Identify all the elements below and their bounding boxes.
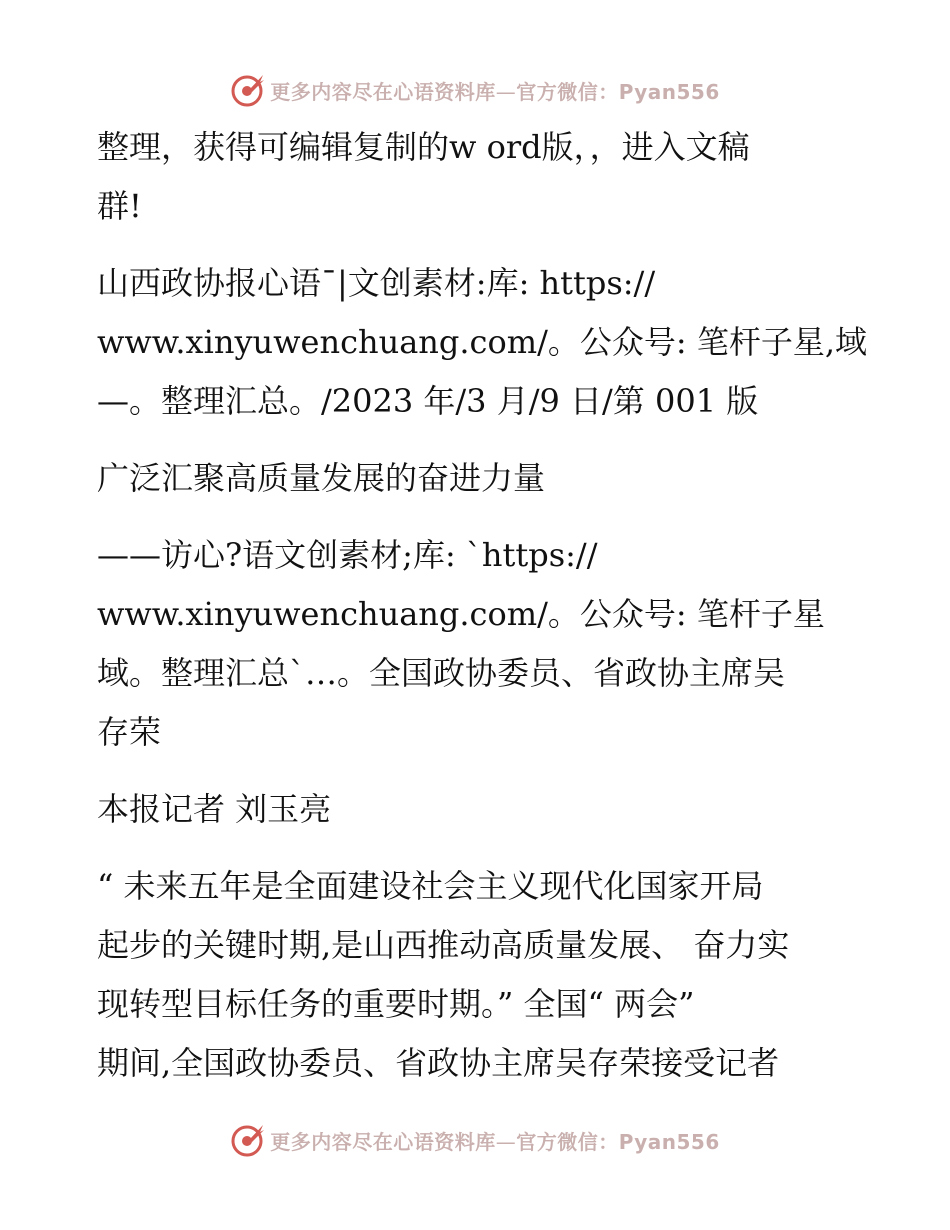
article-byline — [97, 780, 857, 839]
paragraph-source — [97, 254, 867, 431]
text-line: “ 未来五年是全面建设社会主义现代化国家开局 — [97, 867, 764, 905]
text-line: 群! — [97, 187, 142, 225]
quill-logo-icon — [230, 1122, 266, 1158]
text-line: 现转型目标任务的重要时期。” 全国“ 两会” — [97, 985, 695, 1023]
text-line: 存荣 — [97, 713, 162, 751]
footer-banner-text: 更多内容尽在心语资料库—官方微信：Pyan556 — [270, 1129, 720, 1154]
text-line: 域。整理汇总`…。全国政协委员、省政协主席吴 — [97, 654, 786, 692]
footer-banner — [0, 1120, 950, 1160]
text-line: 整理，获得可编辑复制的w ord版，，进入文稿 — [97, 128, 750, 166]
article-body-paragraph — [97, 857, 857, 1093]
text-line: —。整理汇总。/2023 年/3 月/9 日/第 001 版 — [97, 382, 759, 420]
document-body — [97, 118, 867, 1093]
quill-logo-icon — [230, 72, 266, 108]
text-line: 起步的关键时期,是山西推动高质量发展、 奋力实 — [97, 926, 790, 964]
article-title — [97, 449, 857, 508]
text-line: www.xinyuwenchuang.com/。公众号: 笔杆子星,域 — [97, 323, 867, 361]
article-subtitle — [97, 526, 857, 762]
text-line: 本报记者 刘玉亮 — [97, 790, 332, 828]
header-banner — [0, 70, 950, 110]
text-line: www.xinyuwenchuang.com/。公众号: 笔杆子星 — [97, 595, 825, 633]
header-banner-text: 更多内容尽在心语资料库—官方微信：Pyan556 — [270, 79, 720, 104]
paragraph-intro — [97, 118, 857, 236]
text-line: ——访心?语文创素材;库: `https:// — [97, 536, 598, 574]
text-line: 广泛汇聚高质量发展的奋进力量 — [97, 459, 546, 497]
text-line: 期间,全国政协委员、省政协主席吴存荣接受记者 — [97, 1044, 780, 1082]
text-line: 山西政协报心语¯|文创素材:库: https:// — [97, 264, 656, 302]
